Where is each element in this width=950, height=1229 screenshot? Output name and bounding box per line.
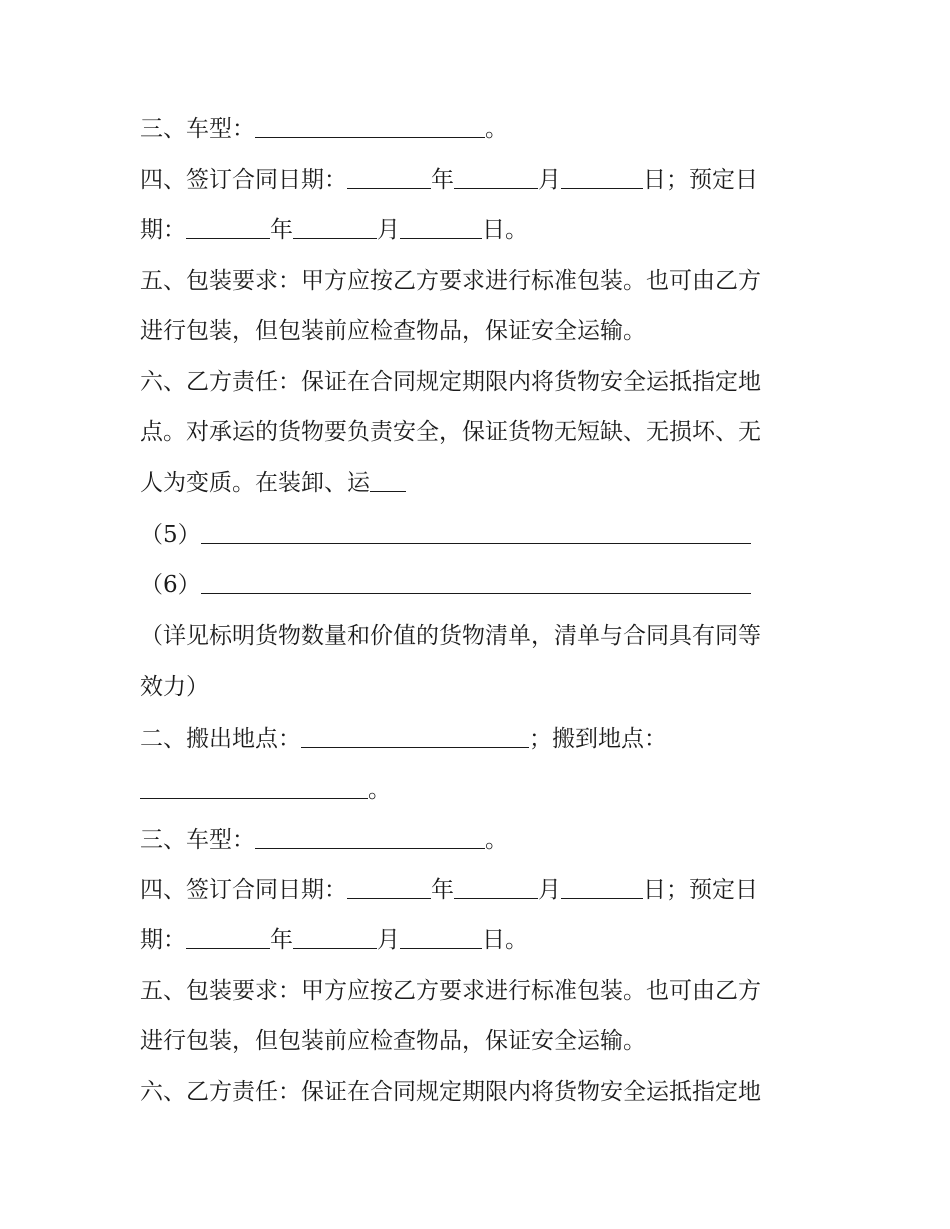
- sign-month-blank[interactable]: [454, 872, 538, 899]
- move-out-blank[interactable]: [301, 721, 529, 748]
- day-end-label: 日。: [482, 927, 528, 953]
- year-label: 年: [270, 217, 293, 243]
- note-text-1: （详见标明货物数量和价值的货物清单，清单与合同具有同等: [140, 623, 761, 649]
- sign-month-blank[interactable]: [454, 162, 538, 189]
- duty-text-3-label: 人为变质。在装卸、运: [140, 470, 370, 496]
- month-label: 月: [377, 217, 400, 243]
- note-text-2: 效力）: [140, 674, 209, 700]
- period: 。: [485, 827, 508, 853]
- sign-date-label: 四、签订合同日期：: [140, 877, 347, 903]
- item-6-line: [140, 567, 830, 603]
- period-label: 期：: [140, 927, 186, 953]
- year-label: 年: [431, 877, 454, 903]
- scheduled-day-blank[interactable]: [400, 922, 482, 949]
- scheduled-year-blank[interactable]: [186, 922, 270, 949]
- scheduled-month-blank[interactable]: [293, 212, 377, 239]
- year-label: 年: [270, 927, 293, 953]
- car-type-label: 三、车型：: [140, 116, 255, 142]
- month-label: 月: [538, 167, 561, 193]
- duty-text-1-repeat: 六、乙方责任：保证在合同规定期限内将货物安全运抵指定地: [140, 1079, 761, 1105]
- sign-year-blank[interactable]: [347, 162, 431, 189]
- sign-year-blank[interactable]: [347, 872, 431, 899]
- item-5-line: [140, 517, 830, 553]
- period-label: 期：: [140, 217, 186, 243]
- sign-day-blank[interactable]: [561, 872, 643, 899]
- move-in-blank[interactable]: [140, 772, 368, 799]
- scheduled-day-blank[interactable]: [400, 212, 482, 239]
- scheduled-date-line: [140, 212, 830, 248]
- month-label: 月: [377, 927, 400, 953]
- scheduled-date-line-2: [140, 922, 830, 958]
- month-label: 月: [538, 877, 561, 903]
- sign-date-line: [140, 162, 830, 198]
- year-label: 年: [431, 167, 454, 193]
- packaging-text-1: 五、包装要求：甲方应按乙方要求进行标准包装。也可由乙方: [140, 268, 761, 294]
- sign-day-blank[interactable]: [561, 162, 643, 189]
- scheduled-year-blank[interactable]: [186, 212, 270, 239]
- car-type-blank[interactable]: [255, 111, 485, 138]
- sign-date-label: 四、签订合同日期：: [140, 167, 347, 193]
- packaging-text-1-repeat: 五、包装要求：甲方应按乙方要求进行标准包装。也可由乙方: [140, 978, 761, 1004]
- period: 。: [485, 116, 508, 142]
- duty-text-1: 六、乙方责任：保证在合同规定期限内将货物安全运抵指定地: [140, 369, 761, 395]
- move-location-line: [140, 721, 830, 757]
- car-type-line-2: [140, 822, 830, 858]
- day-label: 日；: [643, 877, 689, 903]
- move-in-line: [140, 772, 830, 808]
- move-in-label: ；搬到地点：: [529, 726, 667, 752]
- item-5-blank[interactable]: [201, 517, 751, 544]
- packaging-text-2: 进行包装，但包装前应检查物品，保证安全运输。: [140, 318, 646, 344]
- car-type-line: [140, 111, 830, 147]
- item-6-label: （6）: [140, 572, 201, 598]
- day-end-label: 日。: [482, 217, 528, 243]
- car-type-label: 三、车型：: [140, 827, 255, 853]
- day-label: 日；: [643, 167, 689, 193]
- period: 。: [368, 777, 391, 803]
- car-type-blank[interactable]: [255, 822, 485, 849]
- scheduled-label: 预定日: [689, 167, 758, 193]
- scheduled-label: 预定日: [689, 877, 758, 903]
- packaging-text-2-repeat: 进行包装，但包装前应检查物品，保证安全运输。: [140, 1028, 646, 1054]
- transport-blank[interactable]: [370, 465, 406, 492]
- item-6-blank[interactable]: [201, 567, 751, 594]
- duty-text-2: 点。对承运的货物要负责安全，保证货物无短缺、无损坏、无: [140, 419, 761, 445]
- item-5-label: （5）: [140, 522, 201, 548]
- move-out-label: 二、搬出地点：: [140, 726, 301, 752]
- duty-text-3: [140, 465, 830, 501]
- scheduled-month-blank[interactable]: [293, 922, 377, 949]
- sign-date-line-2: [140, 872, 830, 908]
